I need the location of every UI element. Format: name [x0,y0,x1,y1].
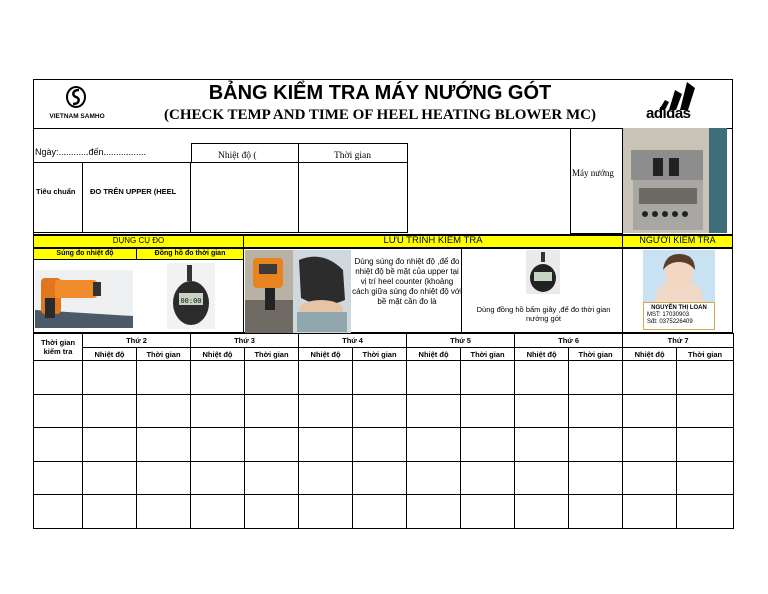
date-field: Ngày:............đến................. [35,147,147,157]
page-title: BẢNG KIỂM TRA MÁY NƯỚNG GÓT [208,82,552,104]
time-label: Thời gian [334,151,371,161]
standard-divider-1 [82,162,83,233]
sub-header-temp: Nhiệt độ [515,348,569,361]
sub-header-time: Thời gian [677,348,734,361]
col-check-time: Thời gian kiểm tra [34,334,83,361]
section-tools-label: DỤNG CỤ ĐO [112,236,165,245]
day-header: Thứ 6 [515,334,623,348]
standard-label: Tiêu chuẩn [36,187,76,196]
sub-header-time: Thời gian [353,348,407,361]
process-photo-heel [293,250,351,333]
sub-header-time: Thời gian [461,348,515,361]
inspector-photo [643,250,715,302]
inspector-mst: MST: 17030903 [647,312,690,318]
inspector-name: NGUYỄN THỊ LOAN [651,305,707,311]
machine-photo [623,128,727,233]
table-row [34,361,734,395]
sub-header-temp: Nhiệt độ [407,348,461,361]
tool-watch-label: Đồng hồ đo thời gian [154,250,226,257]
table-row [34,495,734,529]
process-photo-gun [245,250,293,333]
inspector-sdt: Sđt: 0375226409 [647,319,693,325]
machine-label: Máy nướng [572,168,614,178]
sub-header-temp: Nhiệt độ [191,348,245,361]
day-header: Thứ 2 [83,334,191,348]
section-process-label: LƯU TRÌNH KIỂM TRA [383,235,483,246]
sub-header-time: Thời gian [569,348,623,361]
process-photo-stopwatch [526,250,560,294]
standard-value: ĐO TRÊN UPPER (HEEL [90,187,177,196]
temp-gun-photo [35,270,133,328]
table-row [34,428,734,462]
day-header: Thứ 4 [299,334,407,348]
samho-logo-text: VIETNAM SAMHO [49,113,105,120]
machine-cell [570,128,623,234]
adidas-logo-text: adidas [646,105,691,122]
page-subtitle: (CHECK TEMP AND TIME OF HEEL HEATING BLOWER MC) [164,107,596,123]
sub-header-temp: Nhiệt độ [623,348,677,361]
standard-divider-2 [190,162,191,233]
samho-logo [60,86,92,108]
section-inspector-label: NGƯỜI KIỂM TRA [639,235,716,245]
standard-divider-3 [298,162,299,233]
table-body [34,361,734,529]
table-row [34,395,734,428]
day-header: Thứ 3 [191,334,299,348]
svg-text:00:00: 00:00 [180,297,202,305]
sub-header-temp: Nhiệt độ [299,348,353,361]
check-table [33,333,734,529]
day-header: Thứ 5 [407,334,515,348]
day-header: Thứ 7 [623,334,734,348]
tool-gun-label: Súng đo nhiệt độ [56,250,114,257]
sub-header-time: Thời gian [245,348,299,361]
process-step-2-cell [461,248,462,333]
table-row [34,462,734,495]
stopwatch-photo [167,263,215,329]
sub-header-time: Thời gian [137,348,191,361]
process-step-1: Dùng súng đo nhiệt độ ,để đo nhiệt độ bề mặt của upper tại vị trí heel counter (khoảng cách giữa súng đo nhiệt độ với bề mặt cần đo là [352,257,462,306]
sub-header-temp: Nhiệt độ [83,348,137,361]
temp-label: Nhiệt độ ( [218,151,257,161]
process-step-2: Dùng đồng hồ bấm giây ,để đo thời gian nướng gót [476,305,611,323]
standard-row [33,162,408,233]
